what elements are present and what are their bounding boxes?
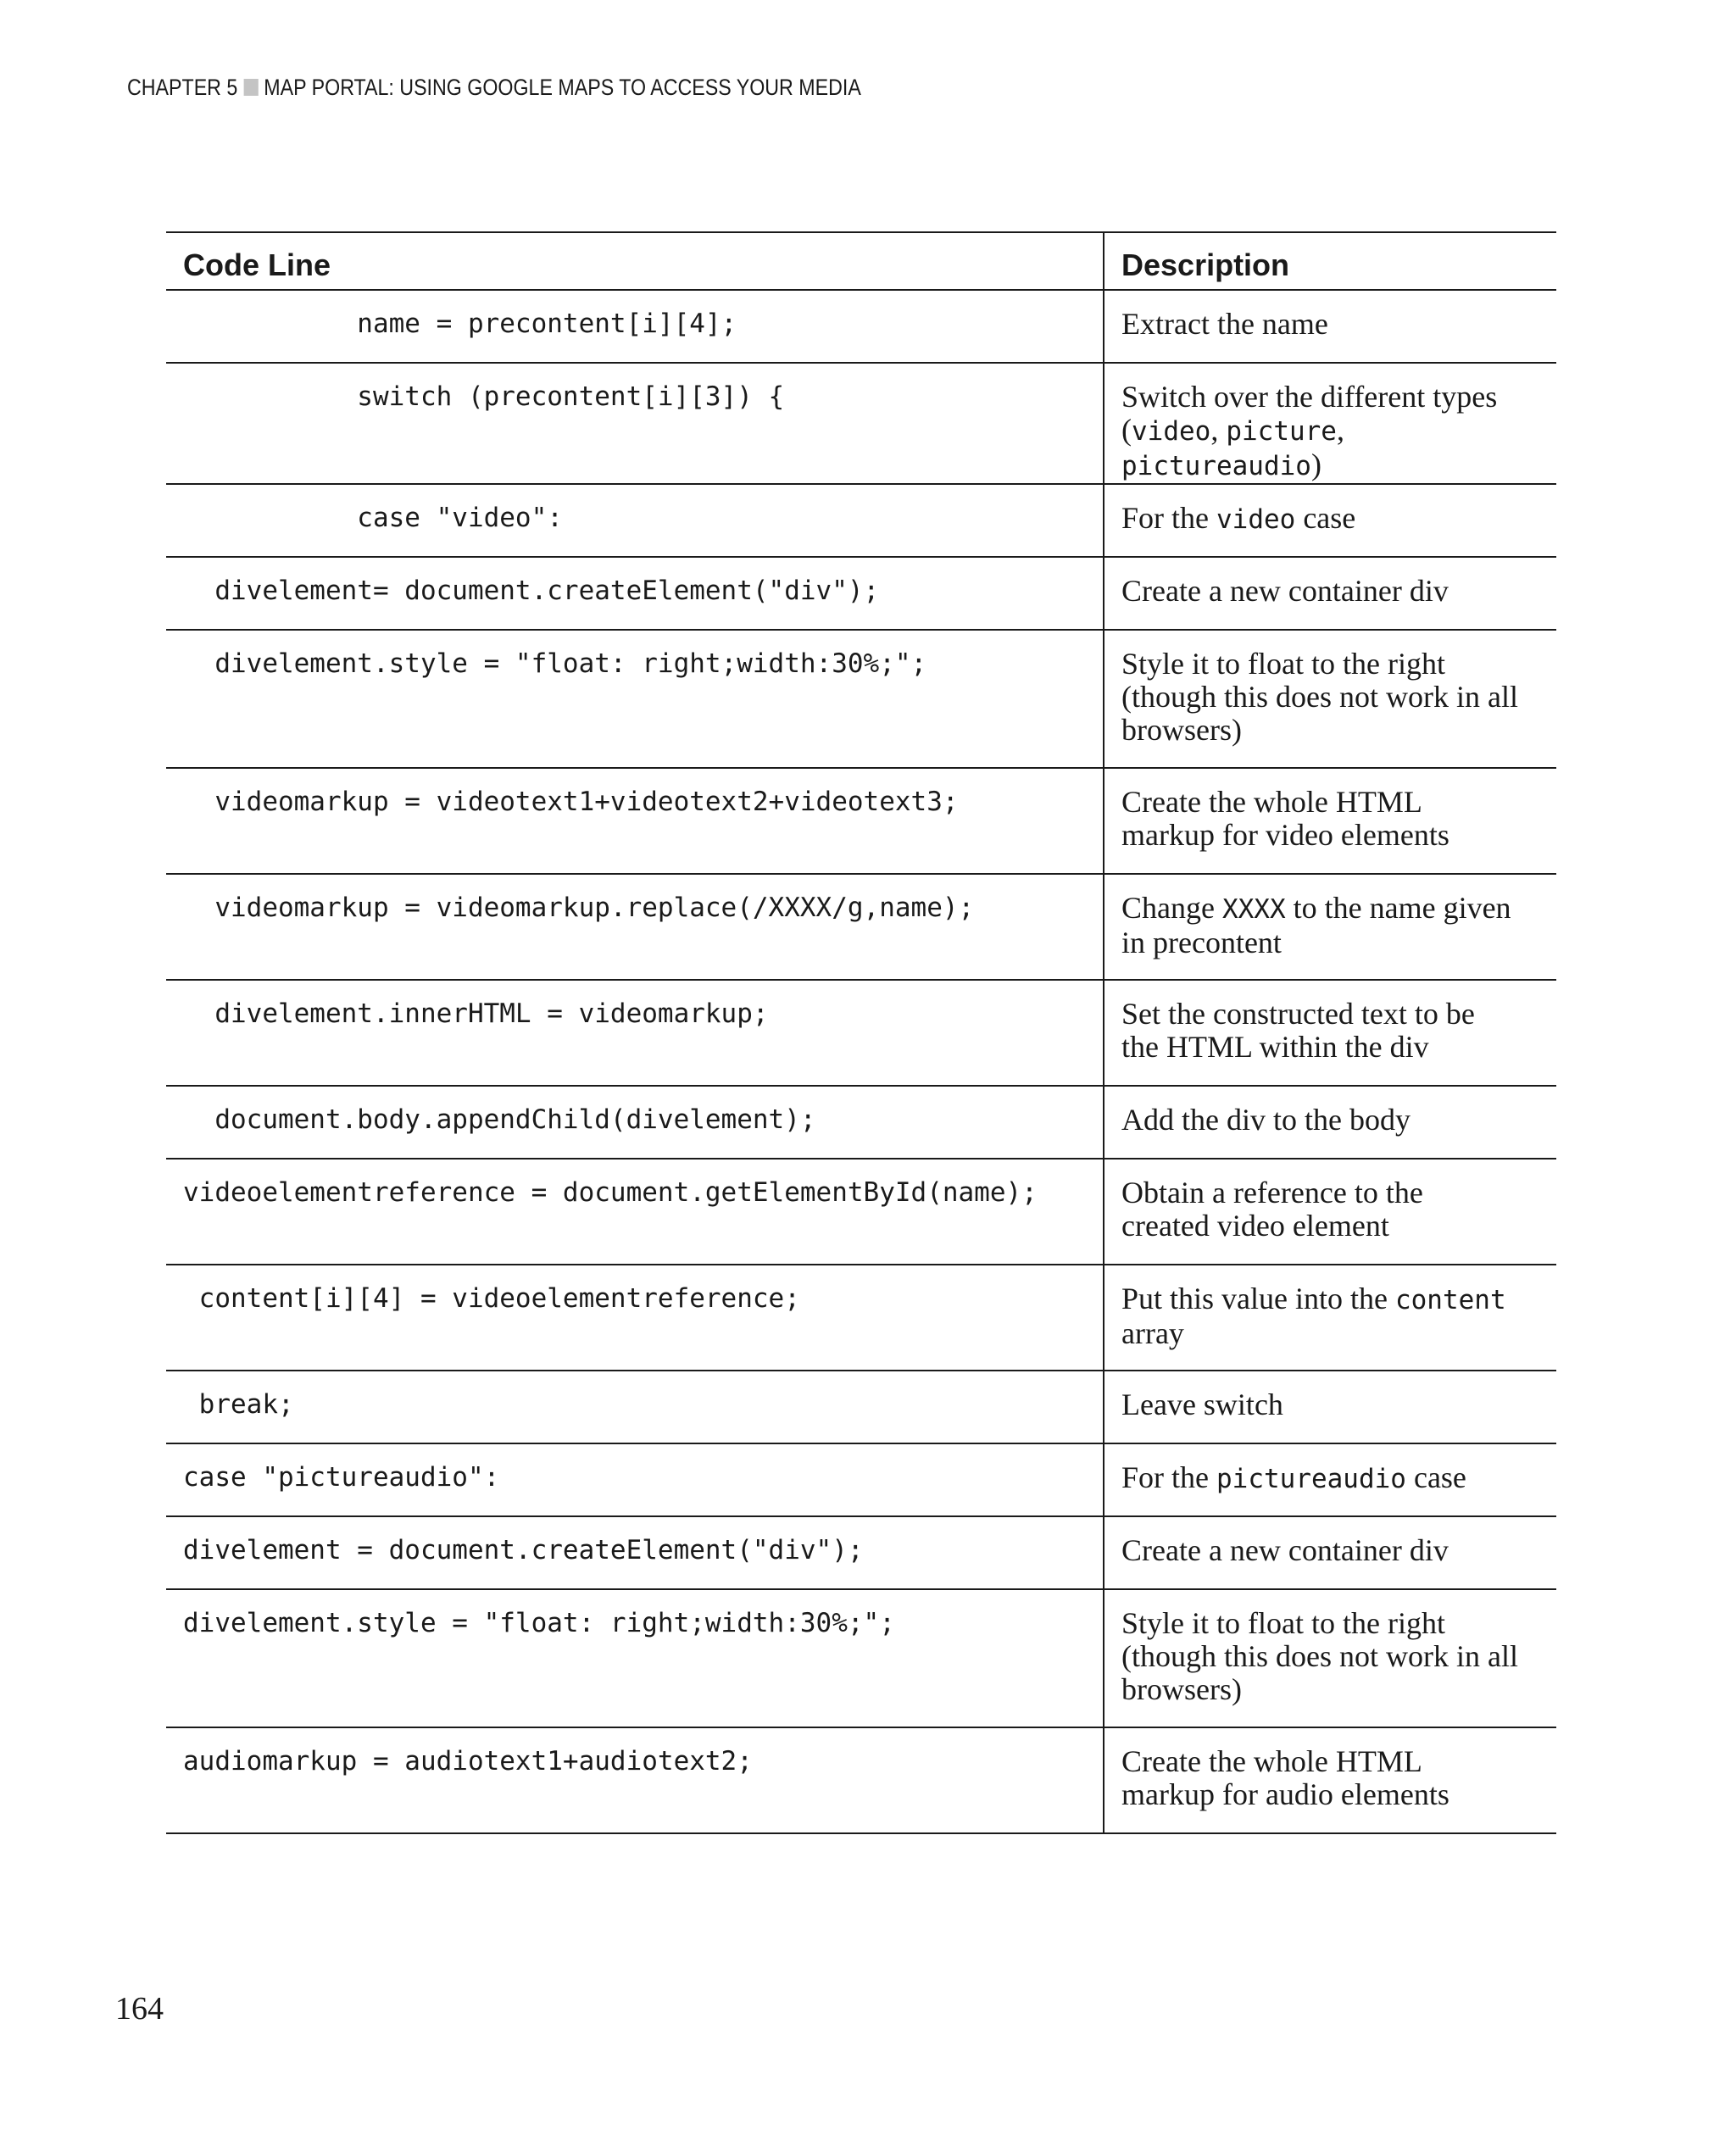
- code-cell: content[i][4] = videoelementreference;: [166, 1265, 1104, 1371]
- code-cell: divelement.style = "float: right;width:30%;";: [166, 1589, 1104, 1727]
- table-row: [166, 630, 1556, 768]
- description-cell: Style it to float to the right (though this does not work in all browsers): [1104, 1589, 1556, 1727]
- table-row: [166, 980, 1556, 1086]
- table-row: [166, 557, 1556, 630]
- code-cell: divelement= document.createElement("div");: [166, 557, 1104, 630]
- description-cell: Set the constructed text to be the HTML within the div: [1104, 980, 1556, 1086]
- table-row: [166, 1516, 1556, 1589]
- code-cell: document.body.appendChild(divelement);: [166, 1086, 1104, 1159]
- description-cell: Put this value into the content array: [1104, 1265, 1556, 1371]
- code-cell: switch (precontent[i][3]) {: [166, 363, 1104, 484]
- description-cell: Obtain a reference to the created video element: [1104, 1159, 1556, 1265]
- code-cell: divelement.innerHTML = videomarkup;: [166, 980, 1104, 1086]
- table-row: [166, 1589, 1556, 1727]
- table-row: [166, 484, 1556, 557]
- square-separator-icon: [243, 79, 258, 96]
- inline-code: video: [1216, 504, 1296, 535]
- description-cell: For the video case: [1104, 484, 1556, 557]
- code-cell: videomarkup = videotext1+videotext2+videotext3;: [166, 768, 1104, 874]
- description-cell: For the pictureaudio case: [1104, 1443, 1556, 1516]
- code-cell: divelement.style = "float: right;width:30%;";: [166, 630, 1104, 768]
- description-cell: Create the whole HTML markup for video elements: [1104, 768, 1556, 874]
- table-row: [166, 363, 1556, 484]
- description-cell: Create a new container div: [1104, 557, 1556, 630]
- table-row: [166, 290, 1556, 363]
- code-cell: audiomarkup = audiotext1+audiotext2;: [166, 1727, 1104, 1833]
- description-cell: Style it to float to the right (though this does not work in all browsers): [1104, 630, 1556, 768]
- code-cell: videomarkup = videomarkup.replace(/XXXX/g,name);: [166, 874, 1104, 980]
- code-description-table: [166, 231, 1556, 1834]
- table-row: [166, 1443, 1556, 1516]
- table-row: [166, 1086, 1556, 1159]
- code-cell: name = precontent[i][4];: [166, 290, 1104, 363]
- running-header: [127, 75, 861, 101]
- column-header-description: Description: [1104, 232, 1556, 290]
- description-cell: Leave switch: [1104, 1371, 1556, 1443]
- inline-code: pictureaudio: [1216, 1464, 1406, 1494]
- inline-code: XXXX: [1221, 894, 1286, 925]
- code-cell: videoelementreference = document.getElementById(name);: [166, 1159, 1104, 1265]
- inline-code: content: [1394, 1285, 1506, 1315]
- description-cell: Create the whole HTML markup for audio elements: [1104, 1727, 1556, 1833]
- table-row: [166, 874, 1556, 980]
- chapter-label: CHAPTER 5: [127, 75, 238, 100]
- chapter-title: MAP PORTAL: USING GOOGLE MAPS TO ACCESS YOUR MEDIA: [264, 75, 861, 100]
- table-header-row: [166, 232, 1556, 290]
- code-cell: case "video":: [166, 484, 1104, 557]
- description-cell: Switch over the different types (video, picture, pictureaudio): [1104, 363, 1556, 484]
- inline-code: picture: [1226, 416, 1337, 447]
- inline-code: video: [1132, 416, 1211, 447]
- table-row: [166, 1371, 1556, 1443]
- table-row: [166, 768, 1556, 874]
- description-cell: Add the div to the body: [1104, 1086, 1556, 1159]
- table-row: [166, 1727, 1556, 1833]
- column-header-code: Code Line: [166, 232, 1104, 290]
- table-row: [166, 1159, 1556, 1265]
- description-cell: Create a new container div: [1104, 1516, 1556, 1589]
- description-cell: Change XXXX to the name given in precontent: [1104, 874, 1556, 980]
- table-row: [166, 1265, 1556, 1371]
- code-cell: divelement = document.createElement("div");: [166, 1516, 1104, 1589]
- inline-code: pictureaudio: [1121, 451, 1311, 481]
- page-number: 164: [115, 1991, 164, 2027]
- code-cell: break;: [166, 1371, 1104, 1443]
- description-cell: Extract the name: [1104, 290, 1556, 363]
- code-cell: case "pictureaudio":: [166, 1443, 1104, 1516]
